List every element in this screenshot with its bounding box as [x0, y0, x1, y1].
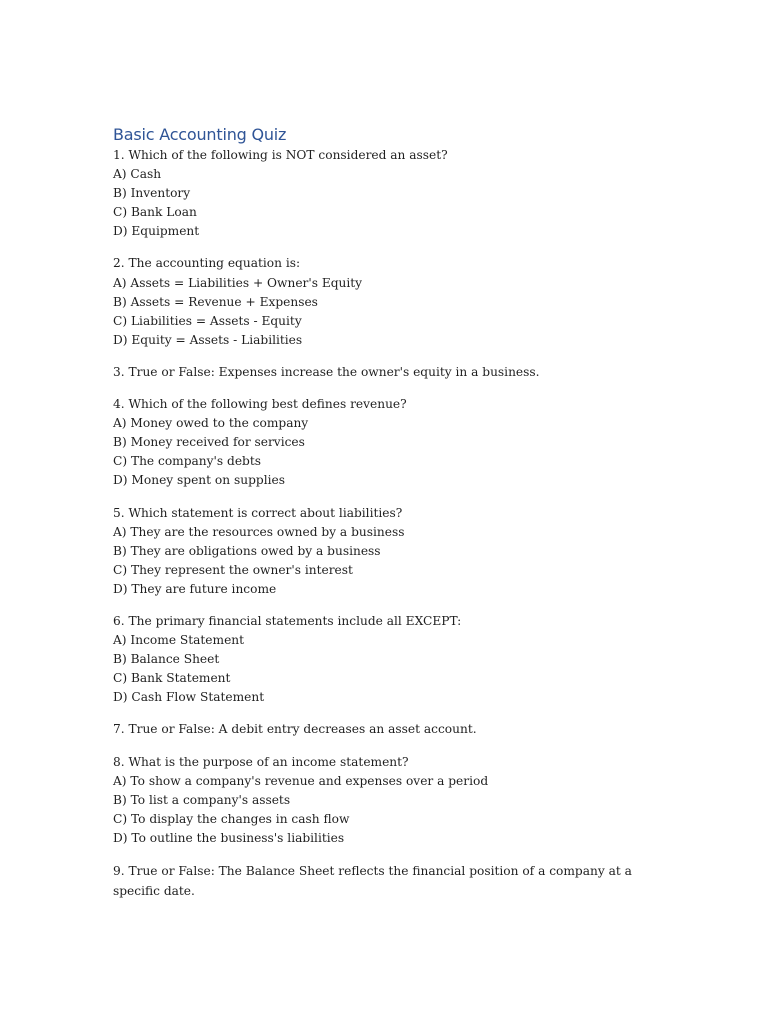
answer-option: D) To outline the business's liabilities [113, 830, 345, 845]
question-prompt: 1. Which of the following is NOT considered an asset? [113, 148, 448, 162]
answer-option: C) Bank Statement [113, 671, 231, 686]
question-prompt: 3. True or False: Expenses increase the owner's equity in a business. [113, 364, 540, 379]
question-4 [113, 395, 653, 490]
answer-option: B) Balance Sheet [113, 652, 220, 667]
answer-option: B) They are obligations owed by a business [113, 543, 381, 558]
question-2 [113, 254, 653, 349]
answer-option: C) Liabilities = Assets - Equity [113, 313, 302, 328]
answer-option: B) Money received for services [113, 435, 305, 450]
answer-option: A) Income Statement [113, 633, 245, 648]
answer-option: D) Cash Flow Statement [113, 690, 265, 705]
question-prompt: 4. Which of the following best defines revenue? [113, 397, 407, 412]
question-prompt: 5. Which statement is correct about liabilities? [113, 505, 403, 520]
document-page [113, 124, 653, 914]
answer-option: A) Assets = Liabilities + Owner's Equity [113, 275, 363, 290]
answer-option: D) They are future income [113, 581, 277, 596]
question-prompt: 7. True or False: A debit entry decreases an asset account. [113, 722, 477, 737]
answer-option: C) The company's debts [113, 454, 261, 469]
document-title: Basic Accounting Quiz [113, 125, 287, 144]
question-8 [113, 753, 653, 848]
question-9 [113, 861, 653, 901]
answer-option: B) Assets = Revenue + Expenses [113, 294, 318, 309]
answer-option: C) Bank Loan [113, 205, 197, 220]
question-3 [113, 363, 653, 382]
question-prompt: 8. What is the purpose of an income statement? [113, 754, 409, 769]
question-prompt: 9. True or False: The Balance Sheet reflects the financial position of a company at a specific date. [113, 864, 632, 898]
answer-option: D) Equity = Assets - Liabilities [113, 332, 303, 347]
answer-option: A) They are the resources owned by a business [113, 524, 405, 539]
answer-option: B) Inventory [113, 186, 191, 201]
question-prompt: 2. The accounting equation is: [113, 256, 301, 271]
question-1 [113, 146, 653, 241]
answer-option: D) Equipment [113, 224, 200, 239]
answer-option: C) To display the changes in cash flow [113, 811, 350, 826]
question-6 [113, 612, 653, 707]
answer-option: D) Money spent on supplies [113, 473, 285, 488]
question-5 [113, 504, 653, 599]
question-prompt: 6. The primary financial statements include all EXCEPT: [113, 613, 462, 628]
answer-option: A) Money owed to the company [113, 416, 309, 431]
answer-option: C) They represent the owner's interest [113, 562, 353, 577]
question-7 [113, 720, 653, 739]
answer-option: A) Cash [113, 167, 162, 182]
answer-option: A) To show a company's revenue and expenses over a period [113, 773, 489, 788]
answer-option: B) To list a company's assets [113, 792, 291, 807]
